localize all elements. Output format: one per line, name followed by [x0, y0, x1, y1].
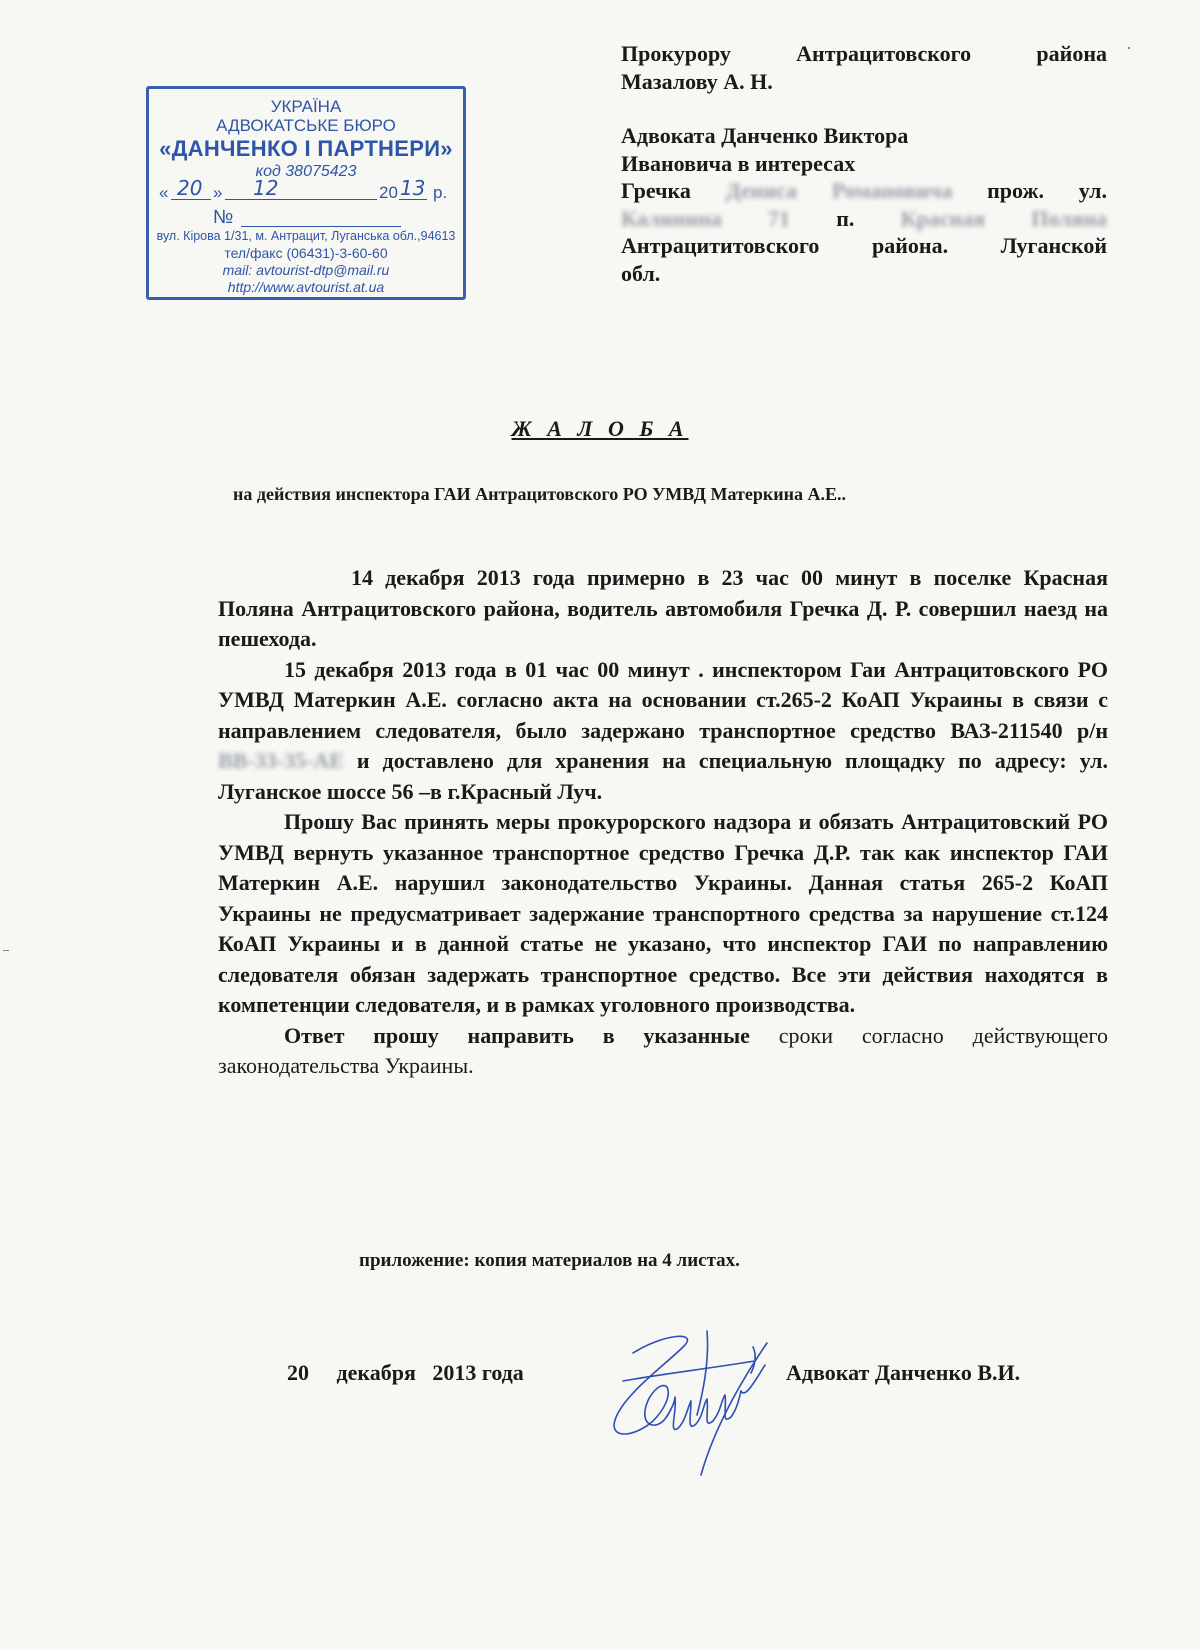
addressee-line-6: [621, 205, 1107, 233]
client-surname: Гречка: [621, 178, 691, 203]
redacted-village: Красная Поляна: [900, 205, 1107, 231]
stamp-web: http://www.avtourist.at.ua: [227, 279, 385, 295]
stamp-number: [213, 207, 233, 229]
stamp-date: [157, 176, 455, 207]
stamp-date-month: 12: [253, 176, 279, 200]
addressee-line-1: [621, 40, 1107, 68]
stamp-date-day-line: [171, 199, 211, 200]
addressee-line-2: Мазалову А. Н.: [621, 68, 773, 94]
paragraph-detention: [218, 655, 1108, 808]
paragraph-incident: 14 декабря 2013 года примерно в 23 час 00 минут в поселке Красная Поляна Антрацитовского района, водитель автомобиля Гречка Д. Р. совершил наезд на пешехода.: [218, 565, 1108, 651]
stamp-date-year-suffix: 13: [400, 176, 426, 200]
signing-date-text: 20 декабря 2013 года: [287, 1360, 524, 1385]
stamp-date-year-end: р.: [433, 183, 448, 202]
stamp-country: УКРАЇНА: [270, 97, 342, 116]
law-office-stamp: [146, 86, 466, 300]
paragraph-response: [218, 1021, 1108, 1082]
stamp-date-year-prefix: 20: [379, 183, 398, 202]
stamp-date-month-line: [225, 199, 377, 200]
response-normal-text: сроки согласно действующего законодательства Украины.: [218, 1022, 1109, 1078]
stamp-date-year-line: [399, 199, 427, 200]
stamp-date-day: 20: [177, 176, 203, 200]
stamp-number-label: №: [213, 207, 234, 228]
stamp-date-mid: »: [213, 183, 223, 202]
addressee-line-8: обл.: [621, 260, 661, 286]
stamp-address: вул. Кірова 1/31, м. Антрацит, Луганська обл.,94613: [156, 229, 456, 243]
addressee-line-4: Ивановича в интересах: [621, 150, 856, 176]
signature-image: [605, 1325, 780, 1485]
stamp-mail: mail: avtourist-dtp@mail.ru: [222, 262, 390, 278]
scan-speck: [1128, 47, 1130, 49]
paragraph-detention-tail: и доставлено для хранения на специальную площадку по адресу: ул. Луганское шоссе 56 –в г.Красный Луч.: [218, 748, 1108, 804]
response-bold-text: Ответ прошу направить в указанные: [284, 1022, 750, 1048]
paragraph-detention-text: 15 декабря 2013 года в 01 час 00 минут . инспектором Гаи Антрацитовского РО УМВД Матеркин А.Е. согласно акта на основании ст.265-2 КоАП Украины в связи с направлением следователя, было задержано транспортное средство ВАЗ-211540 р/н: [218, 656, 1108, 743]
addressee-line-7: Антрацититовского района. Луганской: [621, 233, 1107, 258]
redacted-client-name: Дениса Романовича: [725, 178, 953, 203]
document-title: Ж А Л О Б А: [511, 416, 689, 441]
redacted-plate-number: ВВ-33-35-АЕ: [218, 748, 344, 773]
addressee-prosecutor: Прокурору Антрацитовского: [621, 41, 972, 66]
signing-date: [287, 1360, 524, 1386]
stamp-code: код 38075423: [255, 163, 357, 180]
addressee-block: [621, 40, 1107, 287]
signer-name: Адвокат Данченко В.И.: [786, 1360, 1021, 1385]
stamp-office-name: «ДАНЧЕНКО І ПАРТНЕРИ»: [159, 136, 453, 161]
addressee-line-3: Адвоката Данченко Виктора: [621, 123, 909, 148]
addressee-district: района: [1036, 41, 1107, 66]
scan-speck: [3, 950, 9, 951]
stamp-number-line: [241, 226, 401, 227]
document-subtitle: на действия инспектора ГАИ Антрацитовского РО УМВД Матеркина А.Е..: [233, 484, 846, 504]
addressee-line-5: [621, 177, 1107, 205]
paragraph-request: Прошу Вас принять меры прокурорского надзора и обязать Антрацитовский РО УМВД вернуть указанное транспортное средство Гречка Д.Р. так как инспектор ГАИ Матеркин А.Е. нарушил законодательство Украины. Данная статья 265-2 КоАП Украины не предусматривает задержание транспортного средства за нарушение ст.124 КоАП Украины и в данной статье не указано, что инспектор ГАИ по направлению следователя обязан задержать транспортное средство. Все эти действия находятся в компетенции следователя, и в рамках уголовного производства.: [218, 809, 1108, 1017]
addressee-spacer: [621, 95, 1107, 122]
stamp-phone: тел/факс (06431)-3-60-60: [224, 245, 388, 261]
residence-label: прож. ул.: [987, 178, 1108, 203]
attachment-note: приложение: копия материалов на 4 листах.: [359, 1250, 740, 1271]
stamp-office-type: АДВОКАТСЬКЕ БЮРО: [216, 116, 396, 135]
village-label: п.: [836, 205, 855, 231]
complaint-body: [218, 563, 1108, 1082]
stamp-date-open: «: [159, 183, 169, 202]
redacted-street: Калинина 71: [621, 205, 791, 231]
